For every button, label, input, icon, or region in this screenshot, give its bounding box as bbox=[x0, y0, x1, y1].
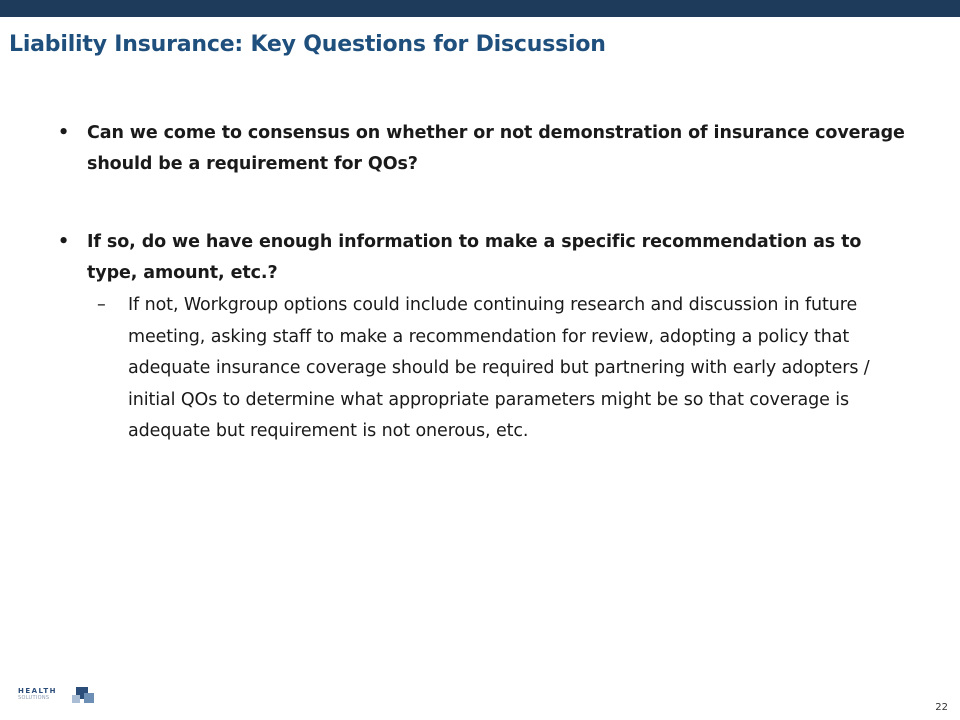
company-logo bbox=[14, 682, 104, 712]
logo-wordmark: HEALTH SOLUTIONS bbox=[18, 687, 57, 701]
slide-title: Liability Insurance: Key Questions for Discussion bbox=[9, 32, 606, 57]
bullet-text: If so, do we have enough information to make a specific recommendation as to type, amount, etc.? bbox=[87, 232, 862, 283]
header-bar bbox=[0, 0, 960, 17]
bullet-marker: • bbox=[58, 123, 70, 143]
slide-content bbox=[58, 118, 908, 448]
bullet-text: Can we come to consensus on whether or not demonstration of insurance coverage should be a requirement for QOs? bbox=[87, 123, 905, 174]
bullet-marker: • bbox=[58, 232, 70, 252]
bullet-item bbox=[58, 118, 908, 180]
bullet-item bbox=[58, 227, 908, 289]
logo-square-icon bbox=[84, 693, 94, 703]
sub-bullet-marker: – bbox=[97, 295, 106, 315]
page-number: 22 bbox=[935, 702, 948, 713]
sub-bullet-text: If not, Workgroup options could include continuing research and discussion in future meeting, asking staff to make a recommendation for review, adopting a policy that adequate insurance coverage should be required but partnering with early adopters / initial QOs to determine what appropriate parameters might be so that coverage is adequate but requirement is not onerous, etc. bbox=[128, 295, 870, 441]
logo-square-icon bbox=[72, 695, 80, 703]
sub-bullet-item bbox=[97, 290, 898, 448]
